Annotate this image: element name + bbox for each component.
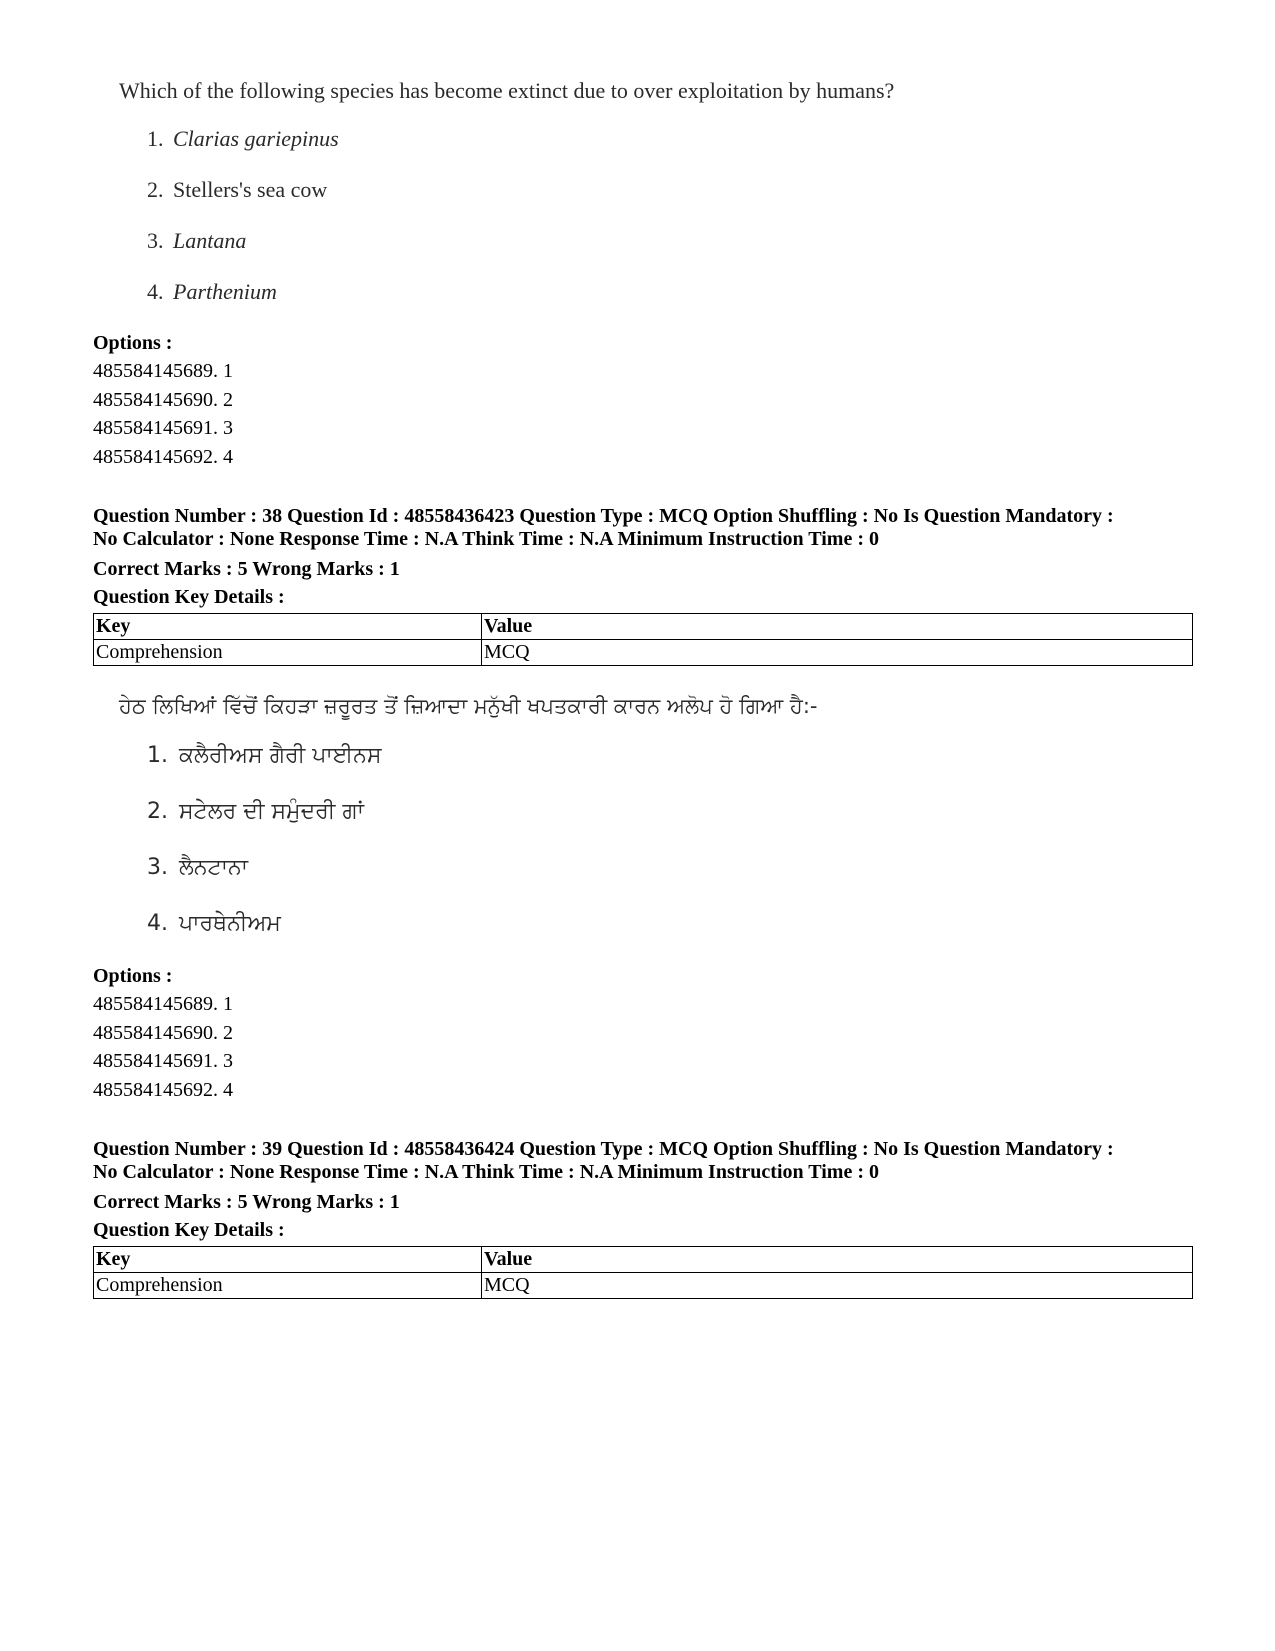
- choice-number: 4.: [147, 911, 168, 936]
- choice-4: [147, 911, 817, 967]
- table-row: [94, 640, 1193, 666]
- question-meta-line-2: No Calculator : None Response Time : N.A Think Time : N.A Minimum Instruction Time : 0: [93, 1161, 879, 1183]
- table-header-row: [94, 1247, 1193, 1273]
- option-item: 485584145691. 3: [93, 417, 233, 439]
- choice-text: ਕਲੈਰੀਅਸ ਗੈਰੀ ਪਾਈਨਸ: [179, 743, 382, 768]
- choice-text: ਲੈਨਟਾਨਾ: [179, 855, 249, 880]
- choice-number: 1.: [147, 743, 168, 768]
- choice-text: Parthenium: [173, 279, 277, 304]
- table-cell-value: MCQ: [482, 1273, 1193, 1299]
- question-text: ਹੇਠ ਲਿਖਿਆਂ ਵਿੱਚੋਂ ਕਿਹੜਾ ਜ਼ਰੂਰਤ ਤੋਂ ਜ਼ਿਆਦਾ ਮਨੁੱਖੀ ਖਪਤਕਾਰੀ ਕਾਰਨ ਅਲੋਪ ਹੋ ਗਿਆ ਹੈ:-: [119, 694, 818, 718]
- option-item: 485584145692. 4: [93, 1078, 233, 1101]
- choice-text: Stellers's sea cow: [173, 177, 328, 202]
- table-header-row: [94, 614, 1193, 640]
- choice-number: 2.: [147, 799, 168, 824]
- options-label: Options :: [93, 965, 173, 987]
- question-key-details-label: Question Key Details :: [93, 1219, 285, 1241]
- question-choices: [93, 743, 817, 967]
- table-row: [94, 1273, 1193, 1299]
- table-header-key: Key: [94, 614, 482, 640]
- question-key-details-label: Question Key Details :: [93, 586, 285, 608]
- choice-text: Clarias gariepinus: [173, 126, 339, 151]
- question-marks: Correct Marks : 5 Wrong Marks : 1: [93, 558, 400, 580]
- question-choices: [93, 126, 894, 330]
- question-meta-line-1: Question Number : 38 Question Id : 48558436423 Question Type : MCQ Option Shuffling : No Is Question Mandatory :: [93, 505, 1114, 527]
- option-item: 485584145692. 4: [93, 445, 233, 468]
- choice-text: Lantana: [173, 228, 247, 253]
- question-39-header: [93, 1138, 1193, 1299]
- choice-number: 4.: [147, 279, 164, 304]
- question-image-english: [93, 78, 894, 330]
- choice-2: [147, 177, 894, 228]
- table-header-key: Key: [94, 1247, 482, 1273]
- table-cell-key: Comprehension: [94, 1273, 482, 1299]
- choice-number: 1.: [147, 126, 164, 151]
- option-item: 485584145690. 2: [93, 1021, 233, 1044]
- table-header-value: Value: [482, 614, 1193, 640]
- question-marks: Correct Marks : 5 Wrong Marks : 1: [93, 1191, 400, 1213]
- choice-text: ਪਾਰਥੇਨੀਅਮ: [179, 911, 281, 936]
- options-section: [93, 962, 233, 1104]
- table-cell-key: Comprehension: [94, 640, 482, 666]
- choice-3: [147, 228, 894, 279]
- choice-number: 3.: [147, 855, 168, 880]
- choice-4: [147, 279, 894, 330]
- question-key-details-table: [93, 613, 1193, 666]
- options-section: [93, 329, 233, 471]
- question-meta-line-2: No Calculator : None Response Time : N.A Think Time : N.A Minimum Instruction Time : 0: [93, 528, 879, 550]
- table-cell-value: MCQ: [482, 640, 1193, 666]
- table-header-value: Value: [482, 1247, 1193, 1273]
- option-item: 485584145689. 1: [93, 360, 233, 382]
- choice-number: 3.: [147, 228, 164, 253]
- choice-1: [147, 743, 817, 799]
- choice-number: 2.: [147, 177, 164, 202]
- question-38-header: [93, 505, 1193, 666]
- choice-2: [147, 799, 817, 855]
- options-label: Options :: [93, 332, 173, 354]
- question-meta-line-1: Question Number : 39 Question Id : 48558436424 Question Type : MCQ Option Shuffling : No Is Question Mandatory :: [93, 1138, 1114, 1160]
- option-item: 485584145690. 2: [93, 388, 233, 411]
- choice-text: ਸਟੇਲਰ ਦੀ ਸਮੁੰਦਰੀ ਗਾਂ: [179, 799, 364, 824]
- option-item: 485584145691. 3: [93, 1050, 233, 1072]
- choice-1: [147, 126, 894, 177]
- option-item: 485584145689. 1: [93, 993, 233, 1015]
- question-text: Which of the following species has become extinct due to over exploitation by humans?: [119, 78, 895, 103]
- choice-3: [147, 855, 817, 911]
- question-key-details-table: [93, 1246, 1193, 1299]
- question-image-punjabi: [93, 694, 817, 967]
